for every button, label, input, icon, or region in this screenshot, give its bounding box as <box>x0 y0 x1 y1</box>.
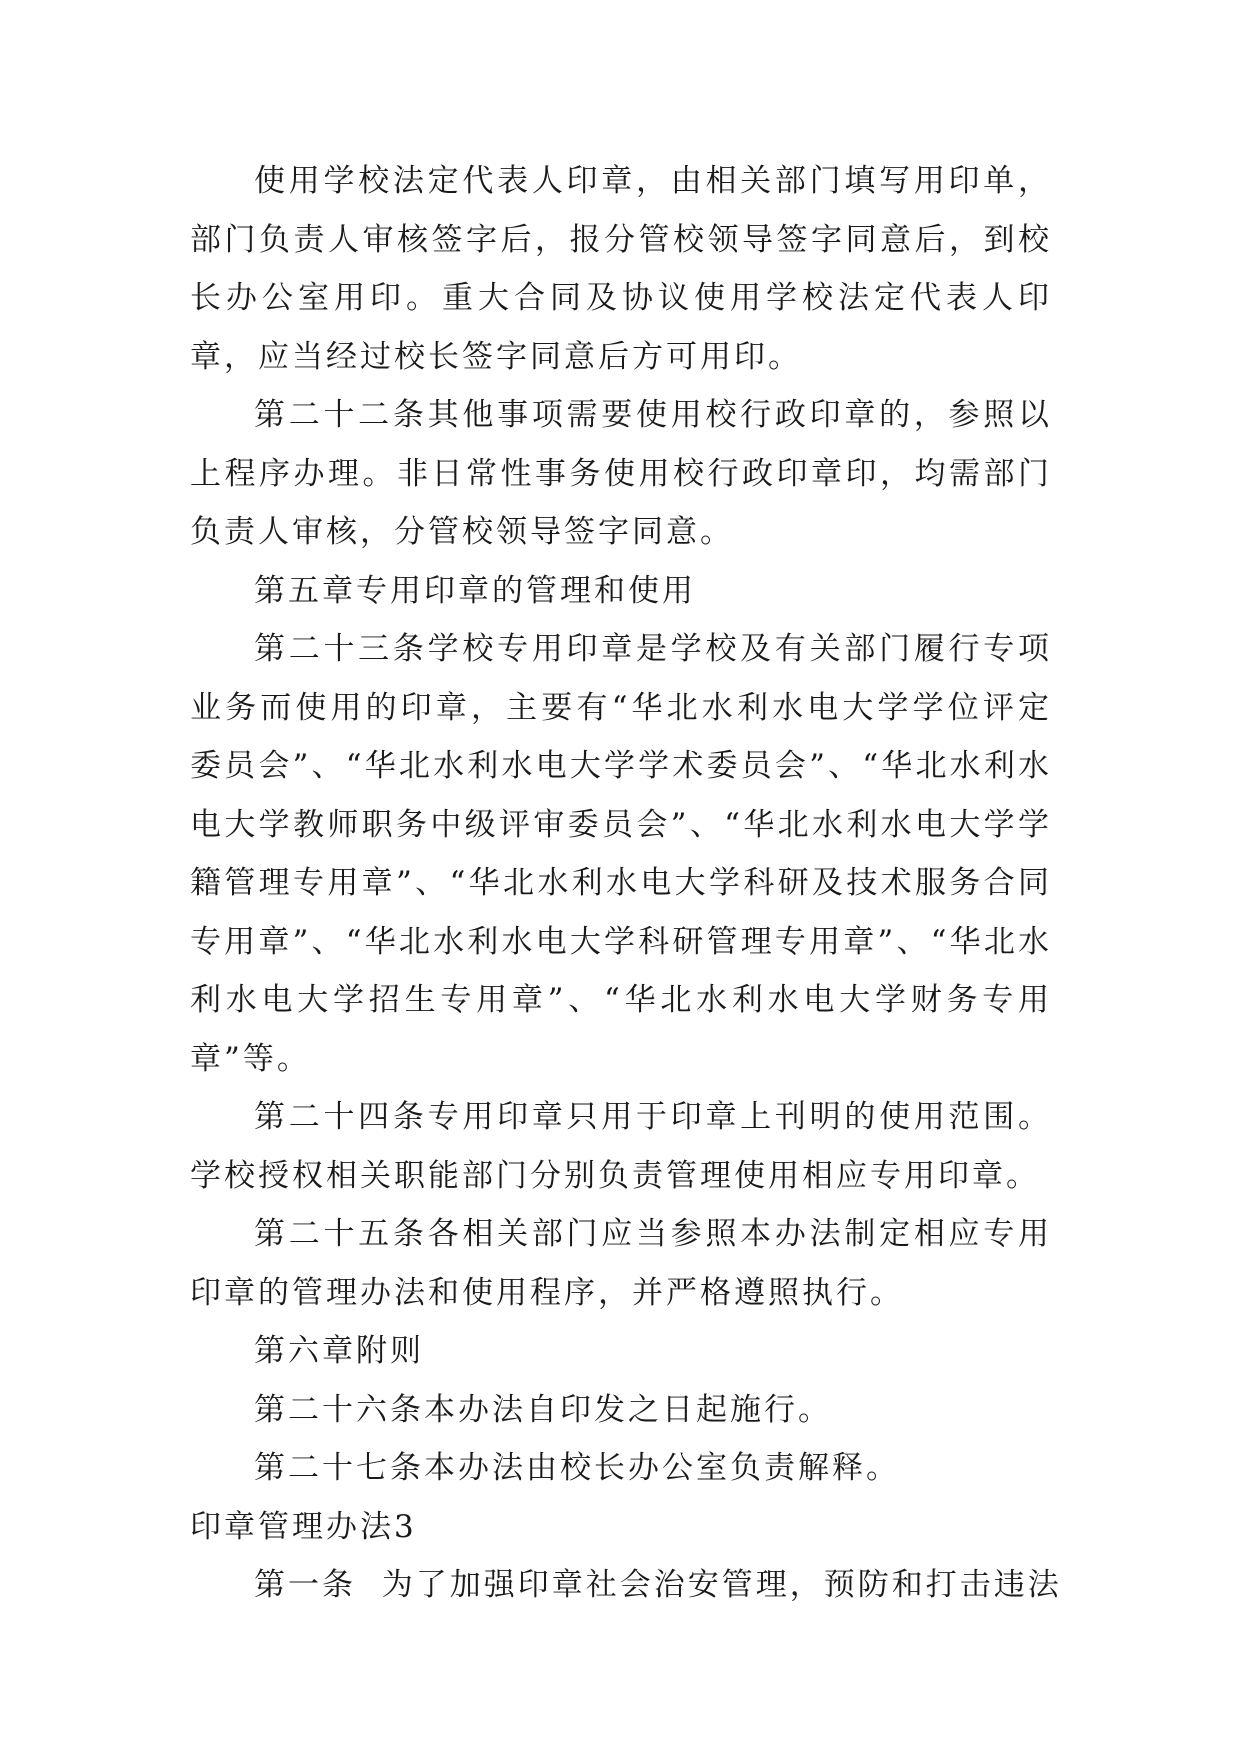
chapter-6-heading: 第六章附则 <box>254 1333 424 1369</box>
paragraph-article-26: 第二十六条本办法自印发之日起施行。 <box>254 1391 832 1428</box>
chapter-5-heading: 第五章专用印章的管理和使用 <box>254 572 696 609</box>
paragraph-article-27: 第二十七条本办法由校长办公室负责解释。 <box>254 1450 900 1486</box>
paragraph-article-23: 第二十三条学校专用印章是学校及有关部门履行专项业务而使用的印章，主要有“华北水利水电大学学位评定委员会”、“华北水利水电大学学术委员会”、“华北水利水电大学教师职务中级评审委员会”、“华北水利水电大学学籍管理专用章”、“华北水利水电大学科研及技术服务合同专用章”、“华北水利水电大学科研管理专用章”、“华北水利水电大学招生专用章”、“华北水利水电大学财务专用章”等。 <box>190 631 1052 1077</box>
paragraph-article-25: 第二十五条各相关部门应当参照本办法制定相应专用印章的管理办法和使用程序，并严格遵照执行。 <box>190 1216 1052 1311</box>
document-body <box>190 152 1062 1615</box>
section-title-seal-management-3: 印章管理办法3 <box>190 1508 417 1545</box>
paragraph-article-1: 第一条 为了加强印章社会治安管理，预防和打击违法 <box>254 1567 1062 1603</box>
paragraph-article-22: 第二十二条其他事项需要使用校行政印章的，参照以上程序办理。非日常性事务使用校行政印章印，均需部门负责人审核，分管校领导签字同意。 <box>190 397 1052 550</box>
paragraph-article-24: 第二十四条专用印章只用于印章上刊明的使用范围。学校授权相关职能部门分别负责管理使用相应专用印章。 <box>190 1099 1052 1194</box>
paragraph-legal-rep-seal-usage: 使用学校法定代表人印章，由相关部门填写用印单，部门负责人审核签字后，报分管校领导签字同意后，到校长办公室用印。重大合同及协议使用学校法定代表人印章，应当经过校长签字同意后方可用印。 <box>190 163 1052 375</box>
